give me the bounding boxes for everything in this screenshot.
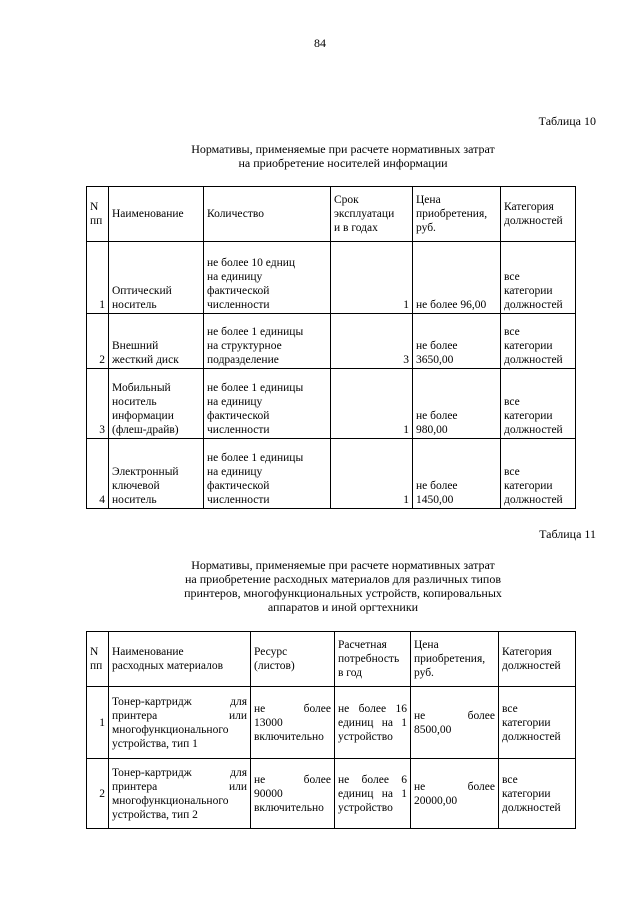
row-term: 1 (331, 369, 413, 439)
table-row (87, 369, 576, 439)
row-number: 2 (87, 314, 109, 369)
table-row (87, 314, 576, 369)
row-category: все категории должностей (499, 759, 576, 829)
page-number: 84 (314, 36, 326, 50)
row-need: не более 16 единиц на 1 устройство (335, 687, 411, 759)
row-price: не более 3650,00 (413, 314, 501, 369)
row-price: не более 980,00 (413, 369, 501, 439)
header-price: Цена приобретения, руб. (411, 632, 499, 687)
caption-line: на приобретение носителей информации (238, 156, 448, 170)
row-term: 3 (331, 314, 413, 369)
row-category: все категории должностей (501, 439, 576, 509)
row-quantity: не более 1 единицы на единицу фактической численности (204, 369, 331, 439)
row-category: все категории должностей (501, 242, 576, 314)
row-term: 1 (331, 439, 413, 509)
row-price: не более 96,00 (413, 242, 501, 314)
table-10-label: Таблица 10 (538, 114, 596, 128)
header-category: Категория должностей (499, 632, 576, 687)
row-name: Оптический носитель (109, 242, 204, 314)
table-10 (86, 186, 576, 509)
table-row (87, 439, 576, 509)
row-price: не более 8500,00 (411, 687, 499, 759)
row-term: 1 (331, 242, 413, 314)
row-resource: не более 13000 включительно (251, 687, 335, 759)
row-number: 4 (87, 439, 109, 509)
caption-line: принтеров, многофункциональных устройств, копировальных (184, 586, 502, 600)
header-price: Цена приобретения, руб. (413, 187, 501, 242)
row-name: Тонер-картридж для принтера или многофункционального устройства, тип 1 (109, 687, 251, 759)
header-need: Расчетная потребность в год (335, 632, 411, 687)
row-number: 1 (87, 687, 109, 759)
row-quantity: не более 10 едниц на единицу фактической численности (204, 242, 331, 314)
row-price: не более 1450,00 (413, 439, 501, 509)
table-header-row (87, 632, 576, 687)
caption-line: аппаратов и иной оргтехники (267, 600, 419, 614)
row-price: не более 20000,00 (411, 759, 499, 829)
row-name: Внешний жесткий диск (109, 314, 204, 369)
header-number: N пп (87, 187, 109, 242)
row-name: Мобильный носитель информации (флеш-драйв) (109, 369, 204, 439)
row-number: 2 (87, 759, 109, 829)
header-name: Наименование (109, 187, 204, 242)
row-quantity: не более 1 единицы на единицу фактической численности (204, 439, 331, 509)
table-row (87, 687, 576, 759)
caption-line: Нормативы, применяемые при расчете нормативных затрат (191, 142, 495, 156)
caption-line: на приобретение расходных материалов для различных типов (184, 572, 501, 586)
table-header-row (87, 187, 576, 242)
table-11-label: Таблица 11 (539, 527, 596, 541)
row-number: 3 (87, 369, 109, 439)
header-term: Срок эксплуатаци и в годах (331, 187, 413, 242)
row-category: все категории должностей (499, 687, 576, 759)
row-need: не более 6 единиц на 1 устройство (335, 759, 411, 829)
table-11 (86, 631, 576, 829)
row-name: Электронный ключевой носитель (109, 439, 204, 509)
row-category: все категории должностей (501, 369, 576, 439)
row-name: Тонер-картридж для принтера или многофункционального устройства, тип 2 (109, 759, 251, 829)
header-quantity: Количество (204, 187, 331, 242)
row-resource: не более 90000 включительно (251, 759, 335, 829)
table-11-caption (86, 558, 600, 614)
table-row (87, 242, 576, 314)
header-category: Категория должностей (501, 187, 576, 242)
header-resource: Ресурс (листов) (251, 632, 335, 687)
row-number: 1 (87, 242, 109, 314)
row-quantity: не более 1 единицы на структурное подразделение (204, 314, 331, 369)
row-category: все категории должностей (501, 314, 576, 369)
header-number: N пп (87, 632, 109, 687)
caption-line: Нормативы, применяемые при расчете нормативных затрат (191, 558, 495, 572)
header-name: Наименование расходных материалов (109, 632, 251, 687)
table-10-caption (86, 142, 600, 170)
table-row (87, 759, 576, 829)
